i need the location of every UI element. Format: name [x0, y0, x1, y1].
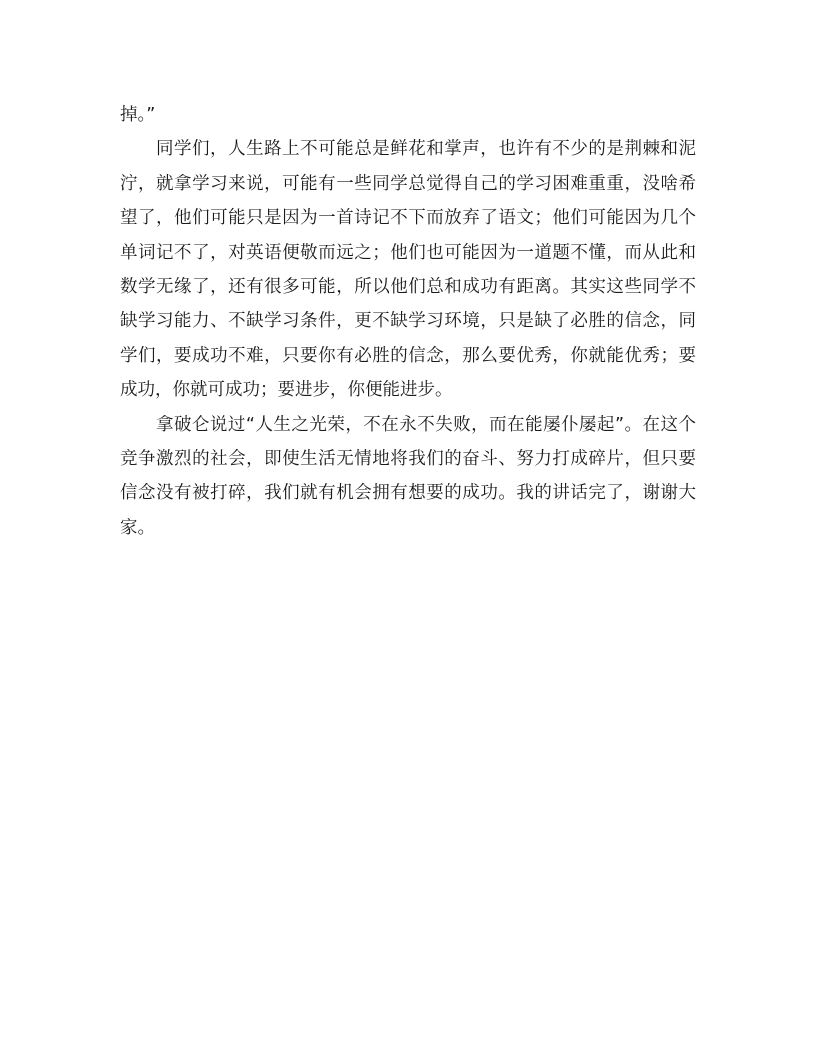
document-page [120, 98, 696, 545]
paragraph-body: 同学们，人生路上不可能总是鲜花和掌声，也许有不少的是荆棘和泥泞，就拿学习来说，可能有一些同学总觉得自己的学习困难重重，没啥希望了，他们可能只是因为一首诗记不下而放弃了语文；他们可能因为几个单词记不了，对英语便敬而远之；他们也可能因为一道题不懂，而从此和数学无缘了，还有很多可能，所以他们总和成功有距离。其实这些同学不缺学习能力、不缺学习条件，更不缺学习环境，只是缺了必胜的信念，同学们，要成功不难，只要你有必胜的信念，那么要优秀，你就能优秀；要成功，你就可成功；要进步，你便能进步。 [120, 139, 696, 401]
paragraph-continuation: 掉。” [120, 105, 156, 125]
paragraph-closing: 拿破仑说过“人生之光荣，不在永不失败，而在能屡仆屡起”。在这个竞争激烈的社会，即使生活无情地将我们的奋斗、努力打成碎片，但只要信念没有被打碎，我们就有机会拥有想要的成功。我的讲话完了，谢谢大家。 [120, 414, 696, 538]
